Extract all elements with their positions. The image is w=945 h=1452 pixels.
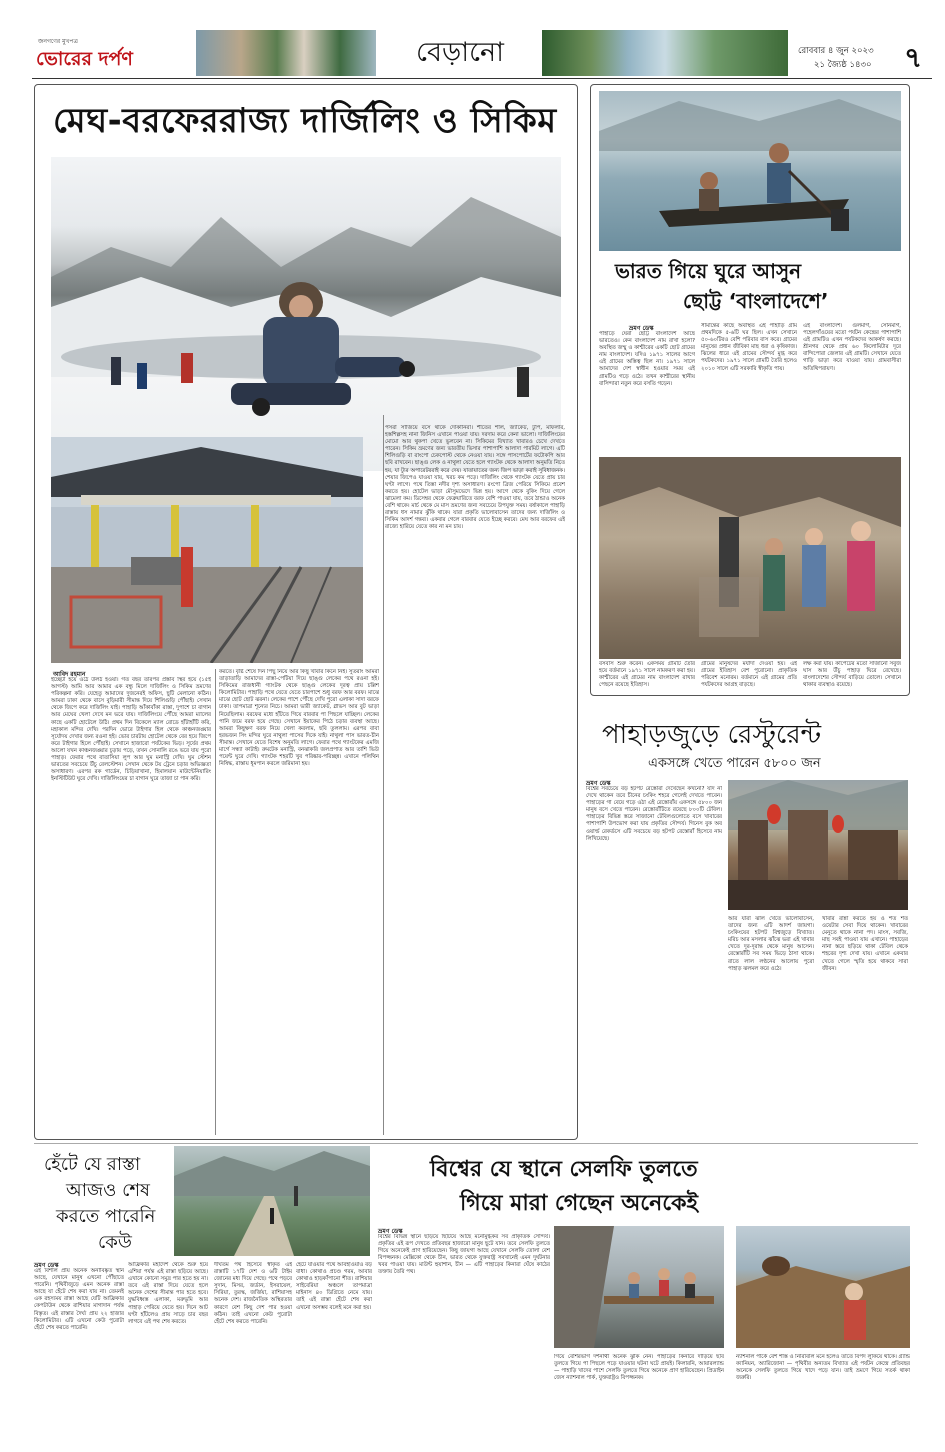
- kashmir-col2: সীমান্তের কাছে অবস্থিত এই পাহাড়ি গ্রাম প্রথমদিকে ৫-৬টি ঘর ছিল। এখন সেখানে ৫০-৬০টিরও বেশি পরিবার বাস করে। গ্রামের মানুষের প্রধান জীবিকা মাছ ধরা ও কৃষিকাজ। ঝিলের ধারে এই গ্রামের সৌন্দর্য মুগ্ধ করে পর্যটকদের। ১৯৭১ সালে গ্রামটি তৈরি হলেও ২০১০ সালে এটি সরকারি স্বীকৃতি পায়।: [701, 323, 797, 372]
- selfie-col1: বিশ্বের বিভিন্ন স্থানে ছড়িয়ে ছিটিয়ে আছে মনোমুগ্ধকর সব প্রাকৃতিক সৌন্দর্য। প্রকৃতির এই রূপ দেখতে প্রতিবছর হাজারো মানুষ ছুটে যান। তবে সেলফি তুলতে গিয়ে অনেকেই প্রাণ হারিয়েছেন। কিছু জায়গা আছে যেখানে সেলফি তোলা বেশ বিপজ্জনক। মেক্সিকো থেকে চীন, ভারত থেকে যুক্তরাষ্ট্র সবখানেই এমন দুর্ঘটনার খবর পাওয়া যায়। মাউন্ট হুয়াশান, চীন — এটি পাহাড়ের কিনারা ঘেঁষে কাঠের তক্তায় তৈরি পথ।: [378, 1234, 550, 1276]
- story-selfie: [378, 1146, 918, 1442]
- selfie-col3: ন্যাশনাল পার্কে বেশ শাস্ত ও নিরিবিলি মনে হলেও তাতে বিপদ লুকিয়ে থাকে। গ্র্যান্ড ক্যানিয়ন, অ্যারিজোনা — পৃথিবীর অন্যতম বিখ্যাত এই পর্যটন কেন্দ্রে প্রতিবছর অনেকে সেলফি তুলতে গিয়ে খাদে পড়ে যান। তাই ভ্রমণে গিয়ে সতর্ক থাকা জরুরি।: [736, 1354, 910, 1382]
- restaurant-col3: খাবার রান্না করতে হয় ও শত শত ওয়েটার সেবা দিয়ে থাকেন। খাবারের মেনুতে থাকে নানা পদ। মাংস, সবজি, মাছ সবই পাওয়া যায় এখানে। পাহাড়ের নানা স্তরে ছড়িয়ে থাকা টেবিল থেকে শহরের দৃশ্য দেখা যায়। এখানে একবার খেতে গেলে স্মৃতি হয়ে থাকবে সারা জীবন।: [822, 916, 908, 972]
- walk-byline: ভ্রমণ ডেস্ক: [34, 1262, 59, 1269]
- brand-tagline: জনগণের মুখপত্র: [38, 38, 78, 45]
- selfie-headline-1: বিশ্বের যে স্থানে সেলফি তুলতে: [430, 1157, 698, 1182]
- kashmir-text-row2: [599, 661, 901, 695]
- boat-photo: [599, 91, 901, 251]
- restaurant-byline: ভ্রমণ ডেস্ক: [586, 780, 611, 787]
- kashmir-col5: গ্রামের মানুষদের মর্যাদা দেওয়া হয়। এই গ্রামের ইতিহাস বেশ পুরোনো। প্রাকৃতিক পরিবেশ মনোরম। বর্তমানে এই গ্রামের প্রতি পর্যটকদের আগ্রহ বাড়ছে।: [701, 661, 797, 689]
- walk-headline-2: আজও শেষ: [66, 1180, 150, 1201]
- story-darjeeling: [34, 84, 578, 1140]
- selfie-col2: গিয়ে বেশিরভাগ দর্শনার্থী অনেক ঝুঁকি নেন। পাহাড়ের কিনারে দাঁড়িয়ে ছবি তুলতে গিয়ে পা পিছলে পড়ে যাওয়ার ঘটনা ঘটে প্রায়ই। কিলারনি, আয়ারল্যান্ড — পাহাড়ি খাদের পাশে সেলফি তুলতে গিয়ে অনেকে প্রাণ হারিয়েছেন। প্রিডাইন জেস ন্যাশনাল পার্ক, যুক্তরাষ্ট্রও বিপজ্জনক।: [554, 1354, 724, 1382]
- restaurant-col2: আর যারা ঝাল খেতে ভালোবাসেন, তাদের জন্য এটি আদর্শ জায়গা। চংকিংয়ের হটপট বিশ্বজুড়ে বিখ্যাত। মরিচ আর মসলার ঝাঁঝে ভরা এই খাবার খেতে দূর-দূরান্ত থেকে মানুষ আসেন। রেস্তোরাঁটি সব সময় ভিড়ে ঠাসা থাকে। রাতে লাল লণ্ঠনের আলোয় পুরো পাহাড় ঝলমল করে ওঠে।: [728, 916, 814, 972]
- walk-headline-1: হেঁটে যে রাস্তা: [44, 1154, 141, 1175]
- masthead-photo-right: [542, 30, 788, 76]
- snow-photo-art: [51, 157, 561, 471]
- masthead: [0, 0, 945, 80]
- date-block: [792, 30, 932, 76]
- kashmir-col1: পাহাড়ে ঘেরা ছোট্ট বাংলাদেশ আছে ভারতেও। কেন বাংলাদেশ নাম রাখা হলো? অবস্থিত জম্মু ও কাশ্মীরের একটি ছোট গ্রামের নাম বাংলাদেশ। যদিও ১৯৭১ সালের আগে এই গ্রামের অস্তিত্ব ছিল না। ১৯৭১ সালে আমাদের দেশ স্বাধীন হওয়ার সময় এই গ্রামটিও গড়ে ওঠে। তখন কাশ্মীরের স্থানীয় বাসিন্দারা নতুন করে বসতি গড়েন।: [599, 331, 695, 387]
- village-photo-art: [599, 457, 901, 659]
- walk-col2: আফ্রিকার মহাদেশ থেকে শুরু হয়ে এশিয়া পর্যন্ত এই রাস্তা ছড়িয়ে আছে। এখানে কোনো সমুদ্র পার হতে হয় না। তবে এই রাস্তা দিয়ে যেতে হলে অনেক দেশের সীমান্ত পার হতে হবে। যুদ্ধবিধ্বস্ত এলাকা, মরুভূমি আর পাহাড় পেরিয়ে যেতে হয়। দিনে আট ঘণ্টা হাঁটলেও প্রায় সাড়ে চার বছর লাগবে এই পথ শেষ করতে।: [128, 1262, 208, 1325]
- date-line-1: রোববার ৪ জুন ২০২৩: [798, 46, 874, 56]
- date-line-2: ২১ জ্যৈষ্ঠ ১৪৩০: [814, 60, 872, 70]
- walk-photo-art: [174, 1146, 370, 1256]
- story-walk: [34, 1146, 374, 1442]
- brand-logo: ভোরের দর্পণ: [36, 48, 133, 70]
- restaurant-col1: বিশ্বের সবচেয়ে বড় হটপট রেস্তোরাঁ দেখেছেন কখনো? যদি না দেখে থাকেন তবে চীনের চংকিং শহরে গেলেই দেখতে পাবেন। পাহাড়ের গা বেয়ে গড়ে ওঠা এই রেস্তোরাঁয় একসঙ্গে ৫৮০০ জন মানুষ বসে খেতে পারেন। রেস্তোরাঁটিতে রয়েছে ৮০০টি টেবিল। পাহাড়ের বিভিন্ন স্তরে সাজানো টেবিলগুলোতে বসে খাবারের পাশাপাশি উপভোগ করা যায় প্রকৃতির সৌন্দর্য। গিনেস বুক অব ওয়ার্ল্ড রেকর্ডসে এটি সবচেয়ে বড় হটপট রেস্তোরাঁ হিসেবে নাম লিখিয়েছে।: [586, 786, 722, 842]
- kashmir-col4: বসবাস শুরু করেন। একসময় গ্রামটি তৈরি হয়ে বর্তমানে ১৯৭১ সালে নামকরণ করা হয়। কাশ্মীরের এই গ্রামের নাম বাংলাদেশ রাখার পেছনে রয়েছে ইতিহাস।: [599, 661, 695, 689]
- canyon-photo-art: [736, 1226, 910, 1348]
- walk-col3: দীর্ঘতম পথ হিসেবে স্বীকৃত এই রাস্তাটি ১৭টি দেশ ও ৬টি টাইম জোনের মধ্য দিয়ে গেছে। পথে পড়বে সুদান, মিসর, জর্ডান, ইসরায়েল, সিরিয়া, তুরস্ক, জর্জিয়া, রাশিয়াসহ অনেক দেশ। রাজনৈতিক অস্থিরতার কারণে বেশ কিছু দেশ পার হওয়া কঠিন। তাই এখনো কেউ পুরোটা হেঁটে শেষ করতে পারেনি।: [214, 1262, 292, 1325]
- restaurant-subhead: একসঙ্গে খেতে পারেন ৫৮০০ জন: [648, 756, 821, 771]
- walk-headline-4: কেউ: [98, 1232, 132, 1253]
- byline-text: আবিদ রহমান: [53, 671, 86, 678]
- restaurant-headline: পাহাড়জুড়ে রেস্টুরেন্ট: [602, 720, 822, 750]
- boat-photo-art: [599, 91, 901, 251]
- village-photo: [599, 457, 901, 659]
- cliff-photo-art: [554, 1226, 724, 1348]
- masthead-photo-left: [196, 30, 376, 76]
- masthead-rule: [32, 78, 932, 79]
- brand-block: [32, 30, 192, 74]
- restaurant-photo: [728, 780, 908, 910]
- walk-col4: হেঁটে যাওয়ার পথে আবহাওয়াও বড় বাধা। কোথাও প্রচণ্ড গরম, আবার কোথাও হাড়কাঁপানো শীত। রাশিয়ার সাইবেরিয়া অঞ্চলে তাপমাত্রা মাইনাস ৪০ ডিগ্রিতে নেমে যায়। তাই এই রাস্তা হেঁটে শেষ করা এখনো অসম্ভব বলেই মনে করা হয়।: [296, 1262, 372, 1311]
- selfie-byline: ভ্রমণ ডেস্ক: [378, 1228, 403, 1235]
- story-darjeeling-headline: মেঘ-বরফেররাজ্য দার্জিলিং ও সিকিম: [53, 101, 557, 141]
- story-restaurant: [586, 700, 916, 1140]
- page-number: ৭: [904, 41, 923, 74]
- bottom-section-rule: [34, 1143, 918, 1144]
- story-darjeeling-col2: করতে। বৃষ্টি শেষে দিন পিছু নিয়ে আর কিছু খাবার কিনে নিই। সুতরাং আমরা তাড়াতাড়ি আমাদের রাস্তা-পেটিয়া দিয়ে ছাঙ্গু লেকের পথে রওনা হই। সিকিমের রাজধানী গ্যাংটক থেকে ছাঙ্গু লেকের দূরত্ব প্রায় চল্লিশ কিলোমিটার। পাহাড়ি পথে যেতে যেতে চারপাশে শুধু বরফ আর বরফ। মাঝে মাঝে ছোট ছোট ঝরনা। লেকের পাশে পৌঁছে দেখি পুরো এলাকা সাদা বরফে ঢাকা। তাপমাত্রা শূন্যের নিচে। আমরা ভারী জ্যাকেট, গ্লাভস আর বুট ভাড়া নিয়েছিলাম। বরফের মধ্যে হাঁটতে গিয়ে বারবার পা পিছলে যাচ্ছিল। লেকের পানি জমে বরফ হয়ে গেছে। সেখানে ইয়াকের পিঠে চড়ার ব্যবস্থা আছে। আমরা কিছুক্ষণ বরফ নিয়ে খেলা করলাম, ছবি তুললাম। এরপর বাবা হরভজন সিং মন্দির ঘুরে নাথুলা পাসের দিকে যাই। নাথুলা পাস ভারত-চীন সীমান্ত। সেখানে যেতে বিশেষ অনুমতি লাগে। ফেরার পথে গ্যাংটকের এমজি মার্গে সন্ধ্যা কাটাই। রুমটেক মনাস্ট্রি, বনঝাকরি জলপ্রপাত আর তাশি ভিউ পয়েন্ট ঘুরে দেখি। গ্যাংটক শহরটি খুব পরিষ্কার-পরিচ্ছন্ন। এখানে পলিথিন নিষিদ্ধ, রাস্তায় ধূমপান করলে জরিমানা হয়।: [219, 669, 379, 768]
- col-rule: [215, 669, 216, 1135]
- story-kashmir-headline-2: ছোট্ট ‘বাংলাদেশে’: [683, 289, 829, 313]
- story-darjeeling-col1: ইচ্ছেটা হয়ে ওঠে উলঠ হওয়া। গত বছর তারপর প্রস্তাব স্থির হয়ে (১৫ই আগস্ট) আমি আর আমার এক বন্ধু মিলে দার্জিলিং ও সিকিম ভ্রমণের পরিকল্পনা করি। যেহেতু আমাদের দুজনেরই অফিস, ছুটি মেলানো কঠিন। আমরা ঢাকা থেকে বাসে বুড়িমারী সীমান্ত দিয়ে শিলিগুড়ি পৌঁছাই। সেখান থেকে জিপে করে দার্জিলিং যাই। পাহাড়ি আঁকাবাঁকা রাস্তা, দুপাশে চা বাগান আর মেঘের খেলা দেখে মন ভরে যায়। দার্জিলিংয়ে পৌঁছে আমরা ম্যালের কাছে একটি হোটেলে উঠি। প্রথম দিন বিকেলে ম্যাল রোডে হাঁটাহাঁটি করি, মহাকাল মন্দির দেখি। পরদিন ভোরে টাইগার হিল থেকে কাঞ্চনজঙ্ঘার সূর্যোদয় দেখার জন্য রওনা হই। ভোর চারটায় হোটেল থেকে বের হয়ে জিপে করে টাইগার হিলে পৌঁছাই। সেখানে হাজারো পর্যটকের ভিড়। সূর্যের প্রথম আলো যখন কাঞ্চনজঙ্ঘার চূড়ায় পড়ে, তখন সোনালি রঙে ভরে যায় পুরো পাহাড়। ফেরার পথে বাতাসিয়া লুপ আর ঘুম মনাস্ট্রি দেখি। ঘুম স্টেশন ভারতের সবচেয়ে উঁচু রেলস্টেশন। সেখান থেকে টয় ট্রেনে চড়ার অভিজ্ঞতা অসাধারণ। এরপর রক গার্ডেন, চিড়িয়াখানা, হিমালয়ান মাউন্টেনিয়ারিং ইনস্টিটিউট ঘুরে দেখি। দার্জিলিংয়ের চা বাগান ঘুরে তাজা চা পান করি।: [51, 677, 211, 783]
- walk-photo: [174, 1146, 370, 1256]
- section-title: বেড়ানো: [380, 30, 540, 76]
- kashmir-col3: এই বাংলাদেশ। গুলমার্গ, সোনমার্গ, পহেলগাঁওয়ের মতো পর্যটন কেন্দ্রের পাশাপাশি এই গ্রামটিও এখন পর্যটকদের আকর্ষণ করছে। শ্রীনগর থেকে প্রায় ৬০ কিলোমিটার দূরে বান্দিপোরা জেলার এই গ্রামটি। সেখানে যেতে গাড়ি ভাড়া করে যাওয়া যায়। গ্রামবাসীরা অতিথিপরায়ণ।: [803, 323, 901, 372]
- walk-col1: এই বিশাল প্রায় অনেক অনাবিষ্কৃত স্থান আছে, যেখানে মানুষ এখনো পৌঁছাতে পারেনি। পৃথিবীজুড়ে এমন অনেক রাস্তা আছে যা হেঁটে শেষ করা যায় না। তেমনই এক রহস্যময় রাস্তা আছে যেটি আফ্রিকার কেপটাউন থেকে রাশিয়ার মাগাদান পর্যন্ত বিস্তৃত। এই রাস্তার দৈর্ঘ্য প্রায় ২২ হাজার কিলোমিটার। এটি এখনো কেউ পুরোটা হেঁটে শেষ করতে পারেনি।: [34, 1268, 124, 1331]
- station-photo: [51, 437, 363, 663]
- station-photo-art: [51, 437, 363, 663]
- restaurant-photo-art: [728, 780, 908, 910]
- story-kashmir: [590, 84, 910, 696]
- story-kashmir-headline-1: ভারত গিয়ে ঘুরে আসুন: [615, 259, 802, 283]
- kashmir-byline: ভ্রমণ ডেস্ক: [629, 325, 654, 332]
- canyon-photo: [736, 1226, 910, 1348]
- kashmir-text-row1: [599, 321, 901, 455]
- walk-headline-3: করতে পারেনি: [56, 1206, 156, 1227]
- kashmir-col6: লক্ষ করা যায়। কার্পেটের মতো সাজানো সবুজ ঘাস আর উঁচু পাহাড় ঘিরে রেখেছে। বাংলাদেশের সৌন্দর্য বাড়িয়ে তোলে। সেখানে থাকার ব্যবস্থাও রয়েছে।: [803, 661, 901, 689]
- selfie-headline-2: গিয়ে মারা গেছেন অনেকেই: [460, 1191, 698, 1216]
- story-darjeeling-col3: পসরা সাজিয়ে বসে থাকে দোকানিরা। শীতের শাল, জ্যাকেট, টুপি, মাফলার, হস্তশিল্পসহ নানা জিনিস এখানে পাওয়া যায়। দরদাম করে কেনা ভালো। দার্জিলিংয়ের মোমো আর থুকপা খেতে ভুলবেন না। সিকিমের বিখ্যাত খাবারও চেখে দেখতে পারেন। সিকিম ভ্রমণের জন্য ভারতীয় ভিসার পাশাপাশি আলাদা পারমিট লাগে। এটি শিলিগুড়ি বা রাংপো চেকপোস্ট থেকে নেওয়া যায়। সঙ্গে পাসপোর্টের ফটোকপি আর ছবি রাখবেন। ছাঙ্গু লেক ও নাথুলা যেতে হলে গ্যাংটক থেকে আলাদা অনুমতি নিতে হয়, যা ট্যুর অপারেটররাই করে দেয়। যাতায়াতের জন্য জিপ ভাড়া করাই সুবিধাজনক। শেয়ার জিপেও যাওয়া যায়, খরচ কম পড়ে। দার্জিলিং থেকে গ্যাংটক যেতে প্রায় চার ঘণ্টা লাগে। পথে তিস্তা নদীর দৃশ্য অসাধারণ। রংপো ব্রিজ পেরিয়ে সিকিমে প্রবেশ করতে হয়। হোটেল ভাড়া মৌসুমভেদে ভিন্ন হয়। আগে থেকে বুকিং দিয়ে গেলে ঝামেলা কম। ডিসেম্বর থেকে ফেব্রুয়ারিতে বরফ বেশি পাওয়া যায়, তবে ঠান্ডাও অনেক বেশি থাকে। মার্চ থেকে মে মাস ভ্রমণের জন্য সবচেয়ে উপযুক্ত সময়। বর্ষাকালে পাহাড়ি রাস্তায় ধস নামার ঝুঁকি থাকে। যারা প্রকৃতি ভালোবাসেন তাদের জন্য দার্জিলিং ও সিকিম আদর্শ গন্তব্য। একবার গেলে বারবার যেতে ইচ্ছে করবে। মেঘ আর বরফের এই রাজ্যে হারিয়ে যেতে কার না মন চায়।: [385, 425, 565, 531]
- cliff-photo: [554, 1226, 724, 1348]
- snow-photo: [51, 157, 561, 471]
